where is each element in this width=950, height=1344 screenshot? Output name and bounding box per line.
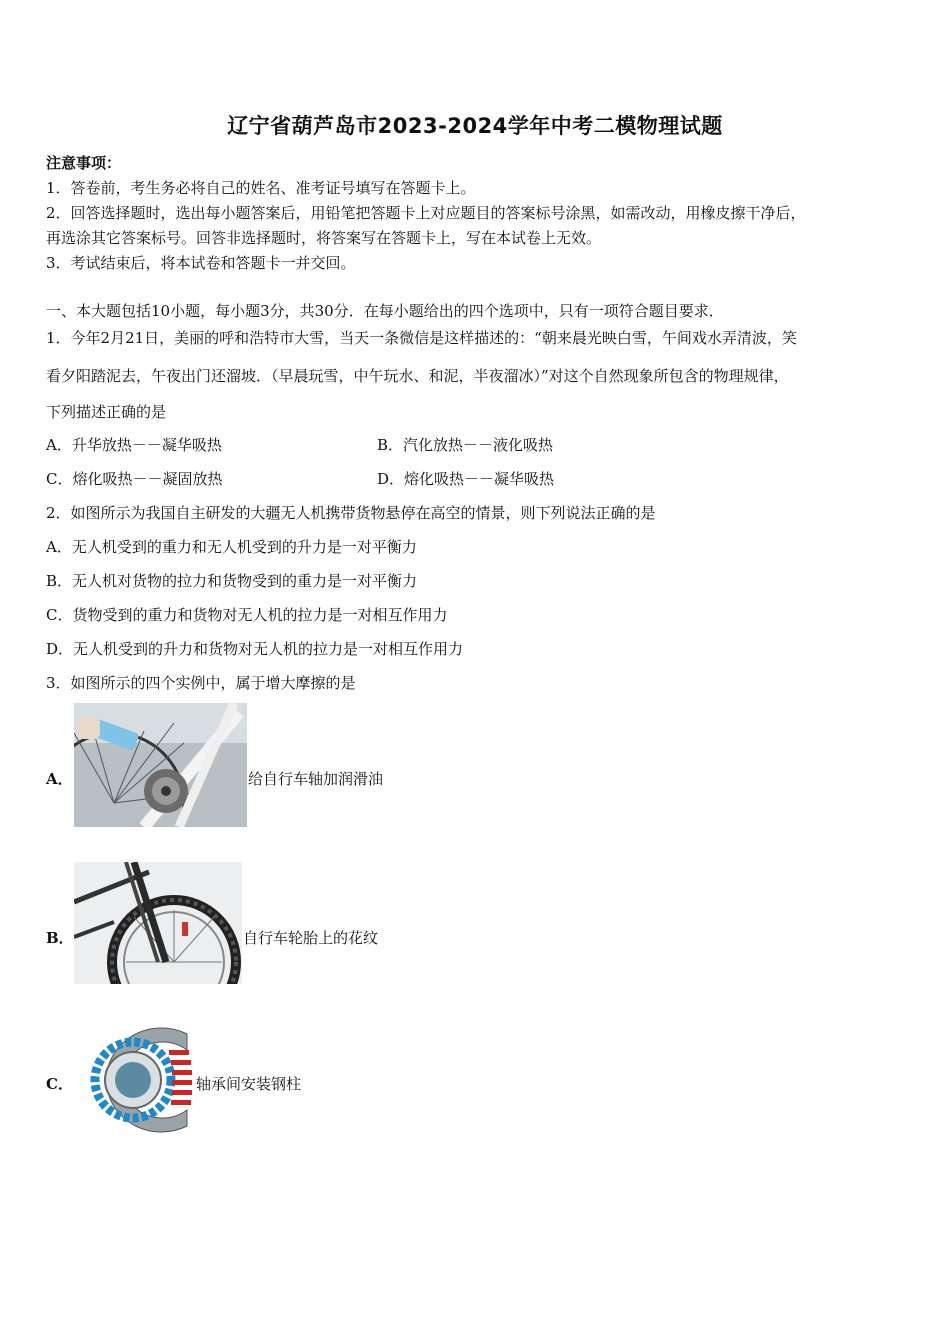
q2-option-a: A．无人机受到的重力和无人机受到的升力是一对平衡力 bbox=[46, 538, 417, 556]
q3-option-b-letter: B． bbox=[46, 929, 74, 947]
notice-item-2-cont: 再选涂其它答案标号。回答非选择题时，将答案写在答题卡上，写在本试卷上无效。 bbox=[46, 229, 602, 247]
q3-option-b-text: 自行车轮胎上的花纹 bbox=[243, 929, 379, 947]
notice-item-2: 2．回答选择题时，选出每小题答案后，用铅笔把答题卡上对应题目的答案标号涂黑，如需改动，用橡皮擦干净后， bbox=[46, 204, 806, 222]
q3-option-a-letter: A． bbox=[46, 770, 73, 788]
q1-option-c: C．熔化吸热－－凝固放热 bbox=[46, 470, 223, 488]
q3-stem: 3．如图所示的四个实例中，属于增大摩擦的是 bbox=[46, 674, 356, 692]
q1-stem-line-2: 看夕阳踏泥去，午夜出门还溜坡．（早晨玩雪，中午玩水、和泥，半夜溜冰）”对这个自然现象所包含的物理规律， bbox=[46, 367, 789, 385]
q3-option-c-text: 轴承间安装钢柱 bbox=[196, 1075, 302, 1093]
q3-option-c-image bbox=[77, 1024, 195, 1136]
q2-option-b: B．无人机对货物的拉力和货物受到的重力是一对平衡力 bbox=[46, 572, 418, 590]
notice-item-3: 3．考试结束后，将本试卷和答题卡一并交回。 bbox=[46, 254, 356, 272]
q1-option-a: A．升华放热－－凝华吸热 bbox=[46, 436, 222, 454]
q2-stem: 2．如图所示为我国自主研发的大疆无人机携带货物悬停在高空的情景，则下列说法正确的是 bbox=[46, 504, 656, 522]
q3-option-c-letter: C． bbox=[46, 1075, 73, 1093]
notice-heading: 注意事项： bbox=[46, 154, 122, 172]
bicycle-oil-picture bbox=[74, 703, 247, 827]
bicycle-tire-picture bbox=[74, 862, 242, 984]
q1-stem-line-3: 下列描述正确的是 bbox=[46, 403, 167, 421]
section-1-heading: 一、本大题包括10小题，每小题3分，共30分．在每小题给出的四个选项中，只有一项符合题目要求． bbox=[46, 302, 724, 320]
q1-option-d: D．熔化吸热－－凝华吸热 bbox=[377, 470, 555, 488]
q1-stem-line-1: 1．今年2月21日，美丽的呼和浩特市大雪，当天一条微信是这样描述的：“朝来晨光映白雪，午间戏水弄清波，笑 bbox=[46, 329, 797, 347]
q2-option-c: C．货物受到的重力和货物对无人机的拉力是一对相互作用力 bbox=[46, 606, 448, 624]
q2-option-d: D．无人机受到的升力和货物对无人机的拉力是一对相互作用力 bbox=[46, 640, 464, 658]
bearing-picture bbox=[77, 1024, 195, 1136]
q1-option-b: B．汽化放热－－液化吸热 bbox=[377, 436, 554, 454]
q3-option-a-image bbox=[74, 703, 247, 827]
exam-title: 辽宁省葫芦岛市2023-2024学年中考二模物理试题 bbox=[227, 114, 723, 138]
notice-item-1: 1．答卷前，考生务必将自己的姓名、准考证号填写在答题卡上。 bbox=[46, 179, 476, 197]
q3-option-a-text: 给自行车轴加润滑油 bbox=[248, 770, 384, 788]
q3-option-b-image bbox=[74, 862, 242, 984]
